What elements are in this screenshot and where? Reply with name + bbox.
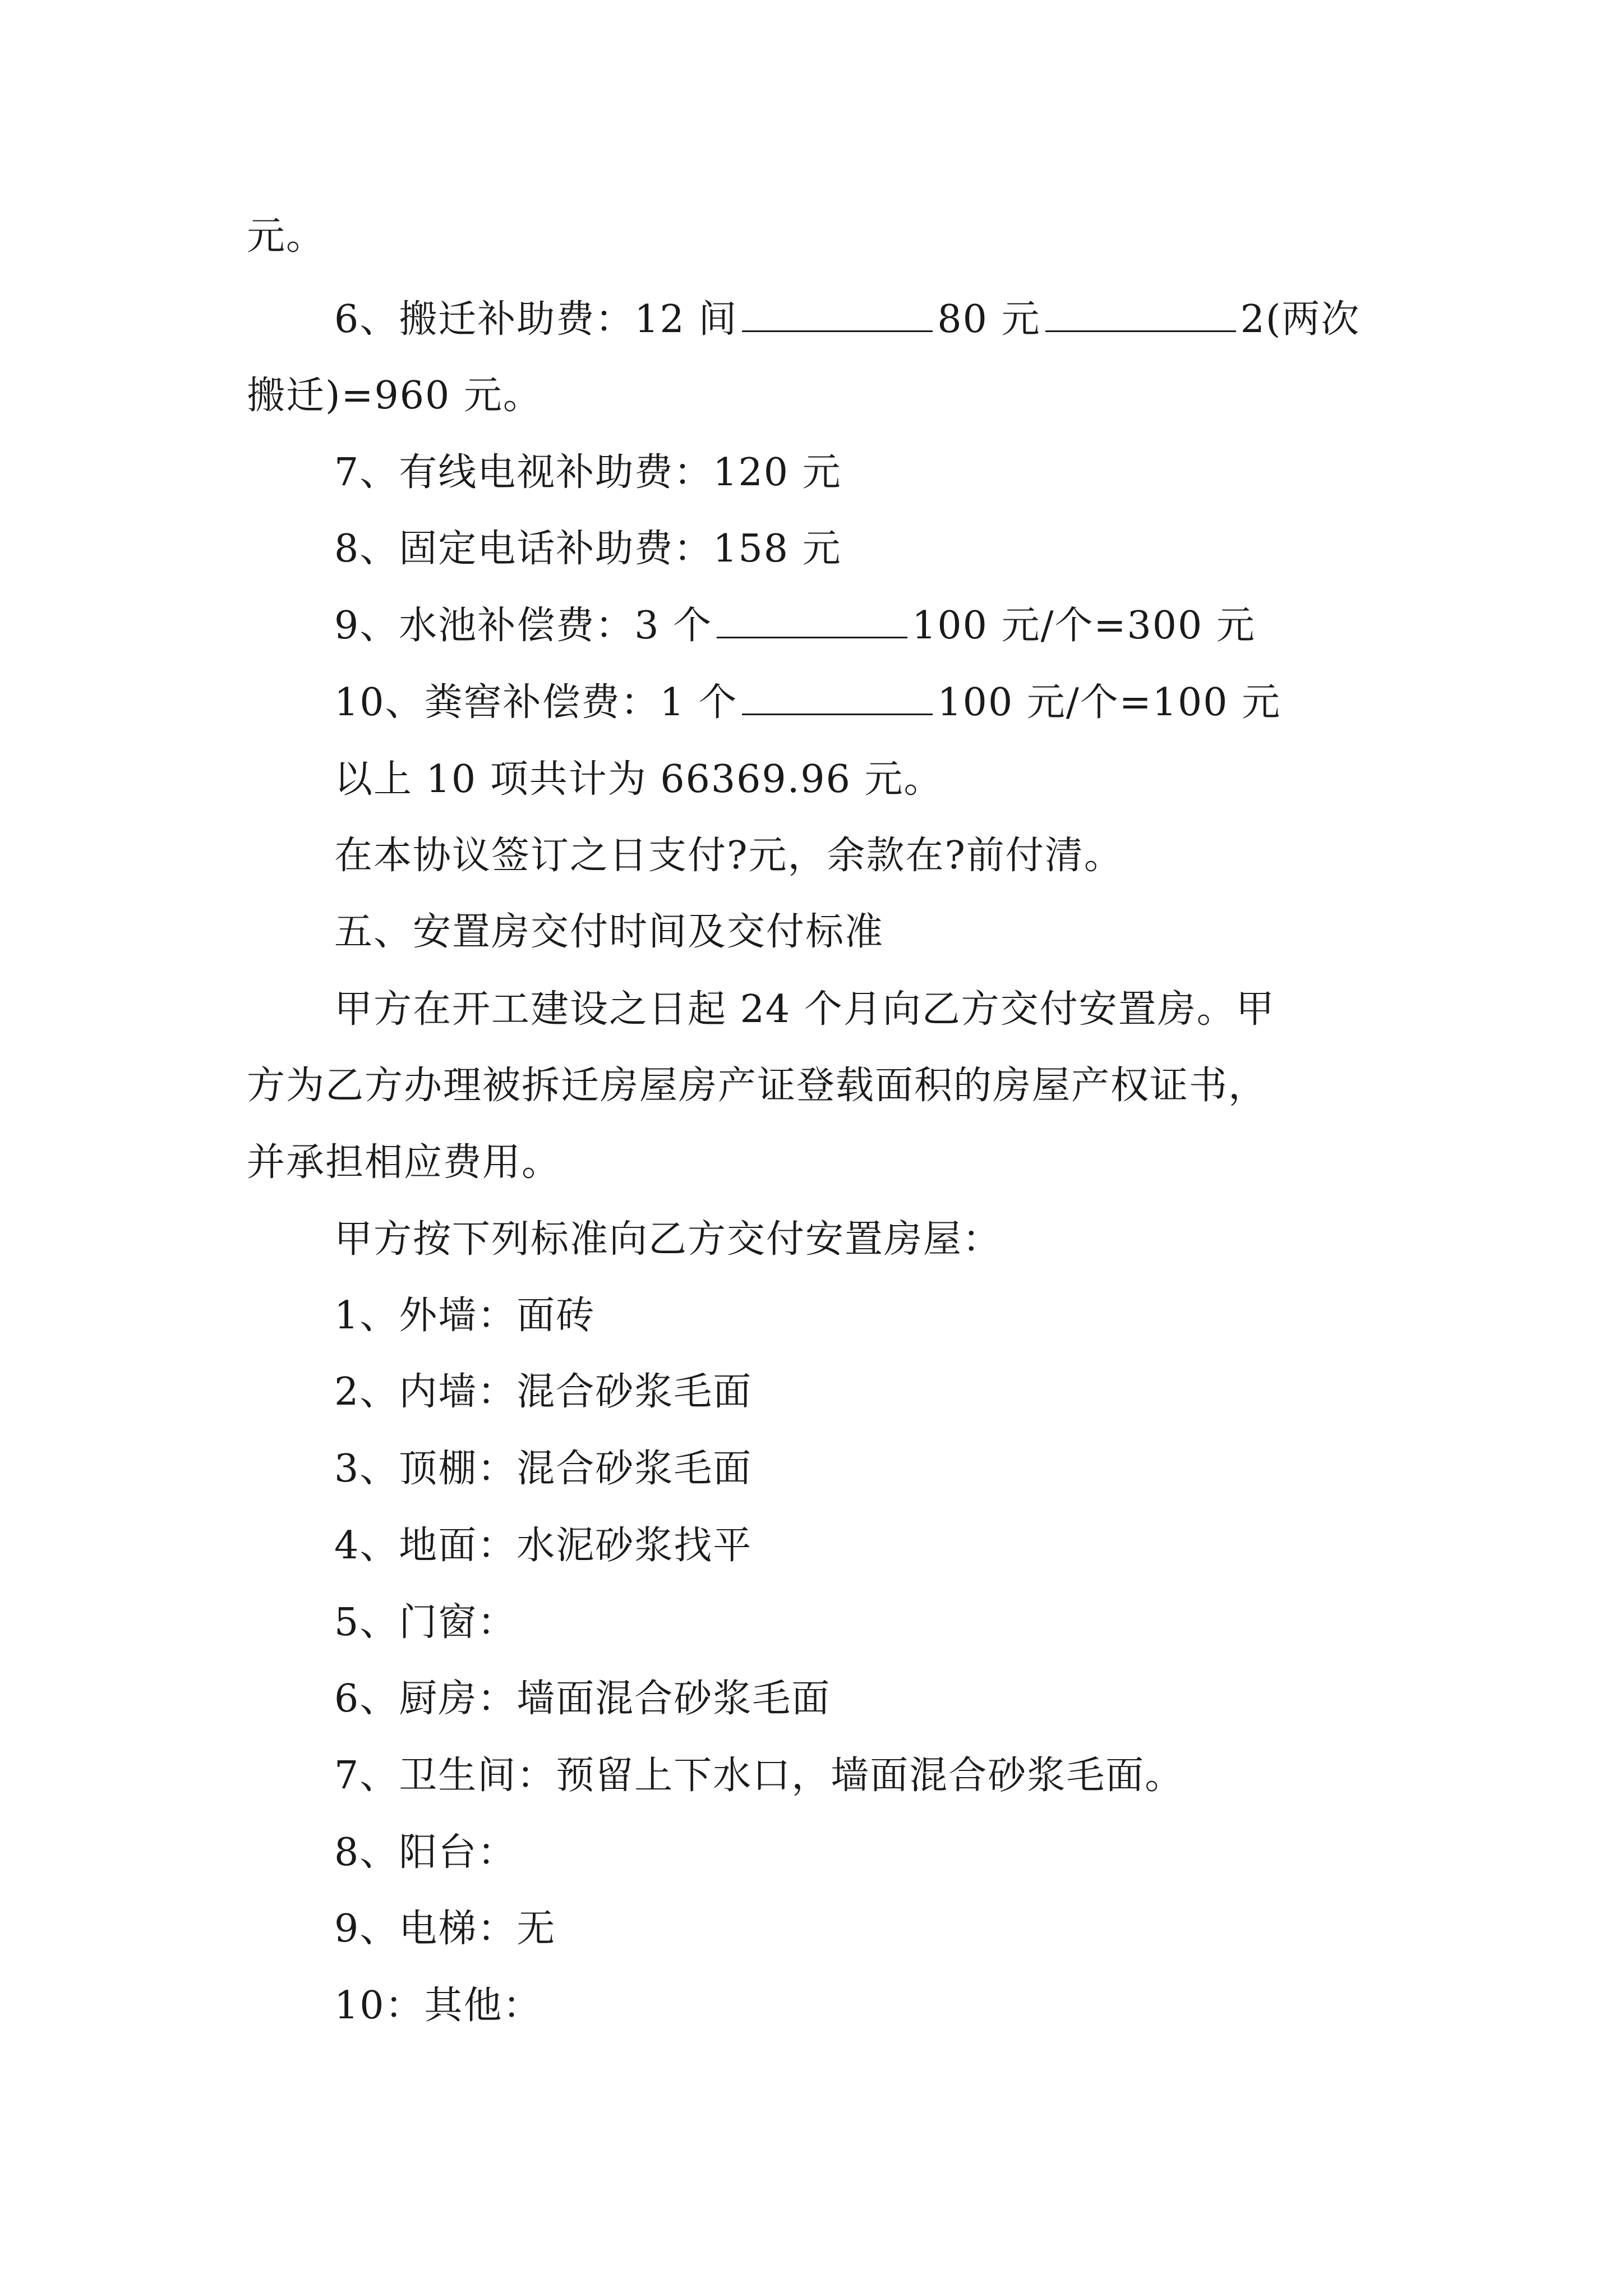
fill-blank bbox=[742, 679, 933, 715]
fill-blank bbox=[742, 296, 933, 332]
list-item bbox=[334, 599, 1478, 653]
text-segment: 100 元/个=300 元 bbox=[912, 604, 1256, 648]
list-item: 4、地面：水泥砂浆找平 bbox=[334, 1524, 753, 1568]
text-segment: 10、粪窖补偿费：1 个 bbox=[334, 680, 738, 725]
list-item: 1、外墙：面砖 bbox=[334, 1294, 596, 1338]
list-item: 7、卫生间：预留上下水口，墙面混合砂浆毛面。 bbox=[334, 1754, 1184, 1798]
list-item: 7、有线电视补助费：120 元 bbox=[334, 450, 842, 495]
paragraph-line: 以上 10 项共计为 66369.96 元。 bbox=[334, 757, 943, 802]
list-item: 8、固定电话补助费：158 元 bbox=[334, 527, 842, 571]
text-segment: 2(两次 bbox=[1240, 297, 1361, 342]
list-item: 3、顶棚：混合砂浆毛面 bbox=[334, 1447, 753, 1491]
paragraph-line: 甲方按下列标准向乙方交付安置房屋： bbox=[334, 1217, 1002, 1262]
list-item: 8、阳台： bbox=[334, 1830, 517, 1875]
paragraph-line: 方为乙方办理被拆迁房屋房产证登载面积的房屋产权证书， bbox=[247, 1064, 1268, 1108]
list-item: 2、内墙：混合砂浆毛面 bbox=[334, 1370, 753, 1414]
list-item: 6、厨房：墙面混合砂浆毛面 bbox=[334, 1677, 831, 1721]
list-item: 9、电梯：无 bbox=[334, 1907, 556, 1951]
paragraph-line: 并承担相应费用。 bbox=[247, 1140, 561, 1185]
list-item: 10：其他： bbox=[334, 1984, 542, 2028]
fill-blank bbox=[717, 602, 907, 638]
list-item bbox=[334, 676, 1478, 730]
paragraph-line: 元。 bbox=[247, 214, 326, 259]
text-segment: 9、水池补偿费：3 个 bbox=[334, 604, 713, 648]
text-segment: 100 元/个=100 元 bbox=[937, 680, 1281, 725]
fill-blank bbox=[1045, 296, 1236, 332]
paragraph-line: 在本协议签订之日支付?元，余款在?前付清。 bbox=[334, 834, 1123, 878]
text-segment: 80 元 bbox=[937, 297, 1041, 342]
section-heading: 五、安置房交付时间及交付标准 bbox=[334, 910, 884, 954]
list-item: 5、门窗： bbox=[334, 1600, 517, 1645]
text-segment: 6、搬迁补助费：12 间 bbox=[334, 297, 738, 342]
paragraph-line: 甲方在开工建设之日起 24 个月向乙方交付安置房。甲 bbox=[334, 987, 1275, 1032]
paragraph-line bbox=[334, 293, 1478, 347]
paragraph-line: 搬迁)=960 元。 bbox=[247, 374, 542, 418]
